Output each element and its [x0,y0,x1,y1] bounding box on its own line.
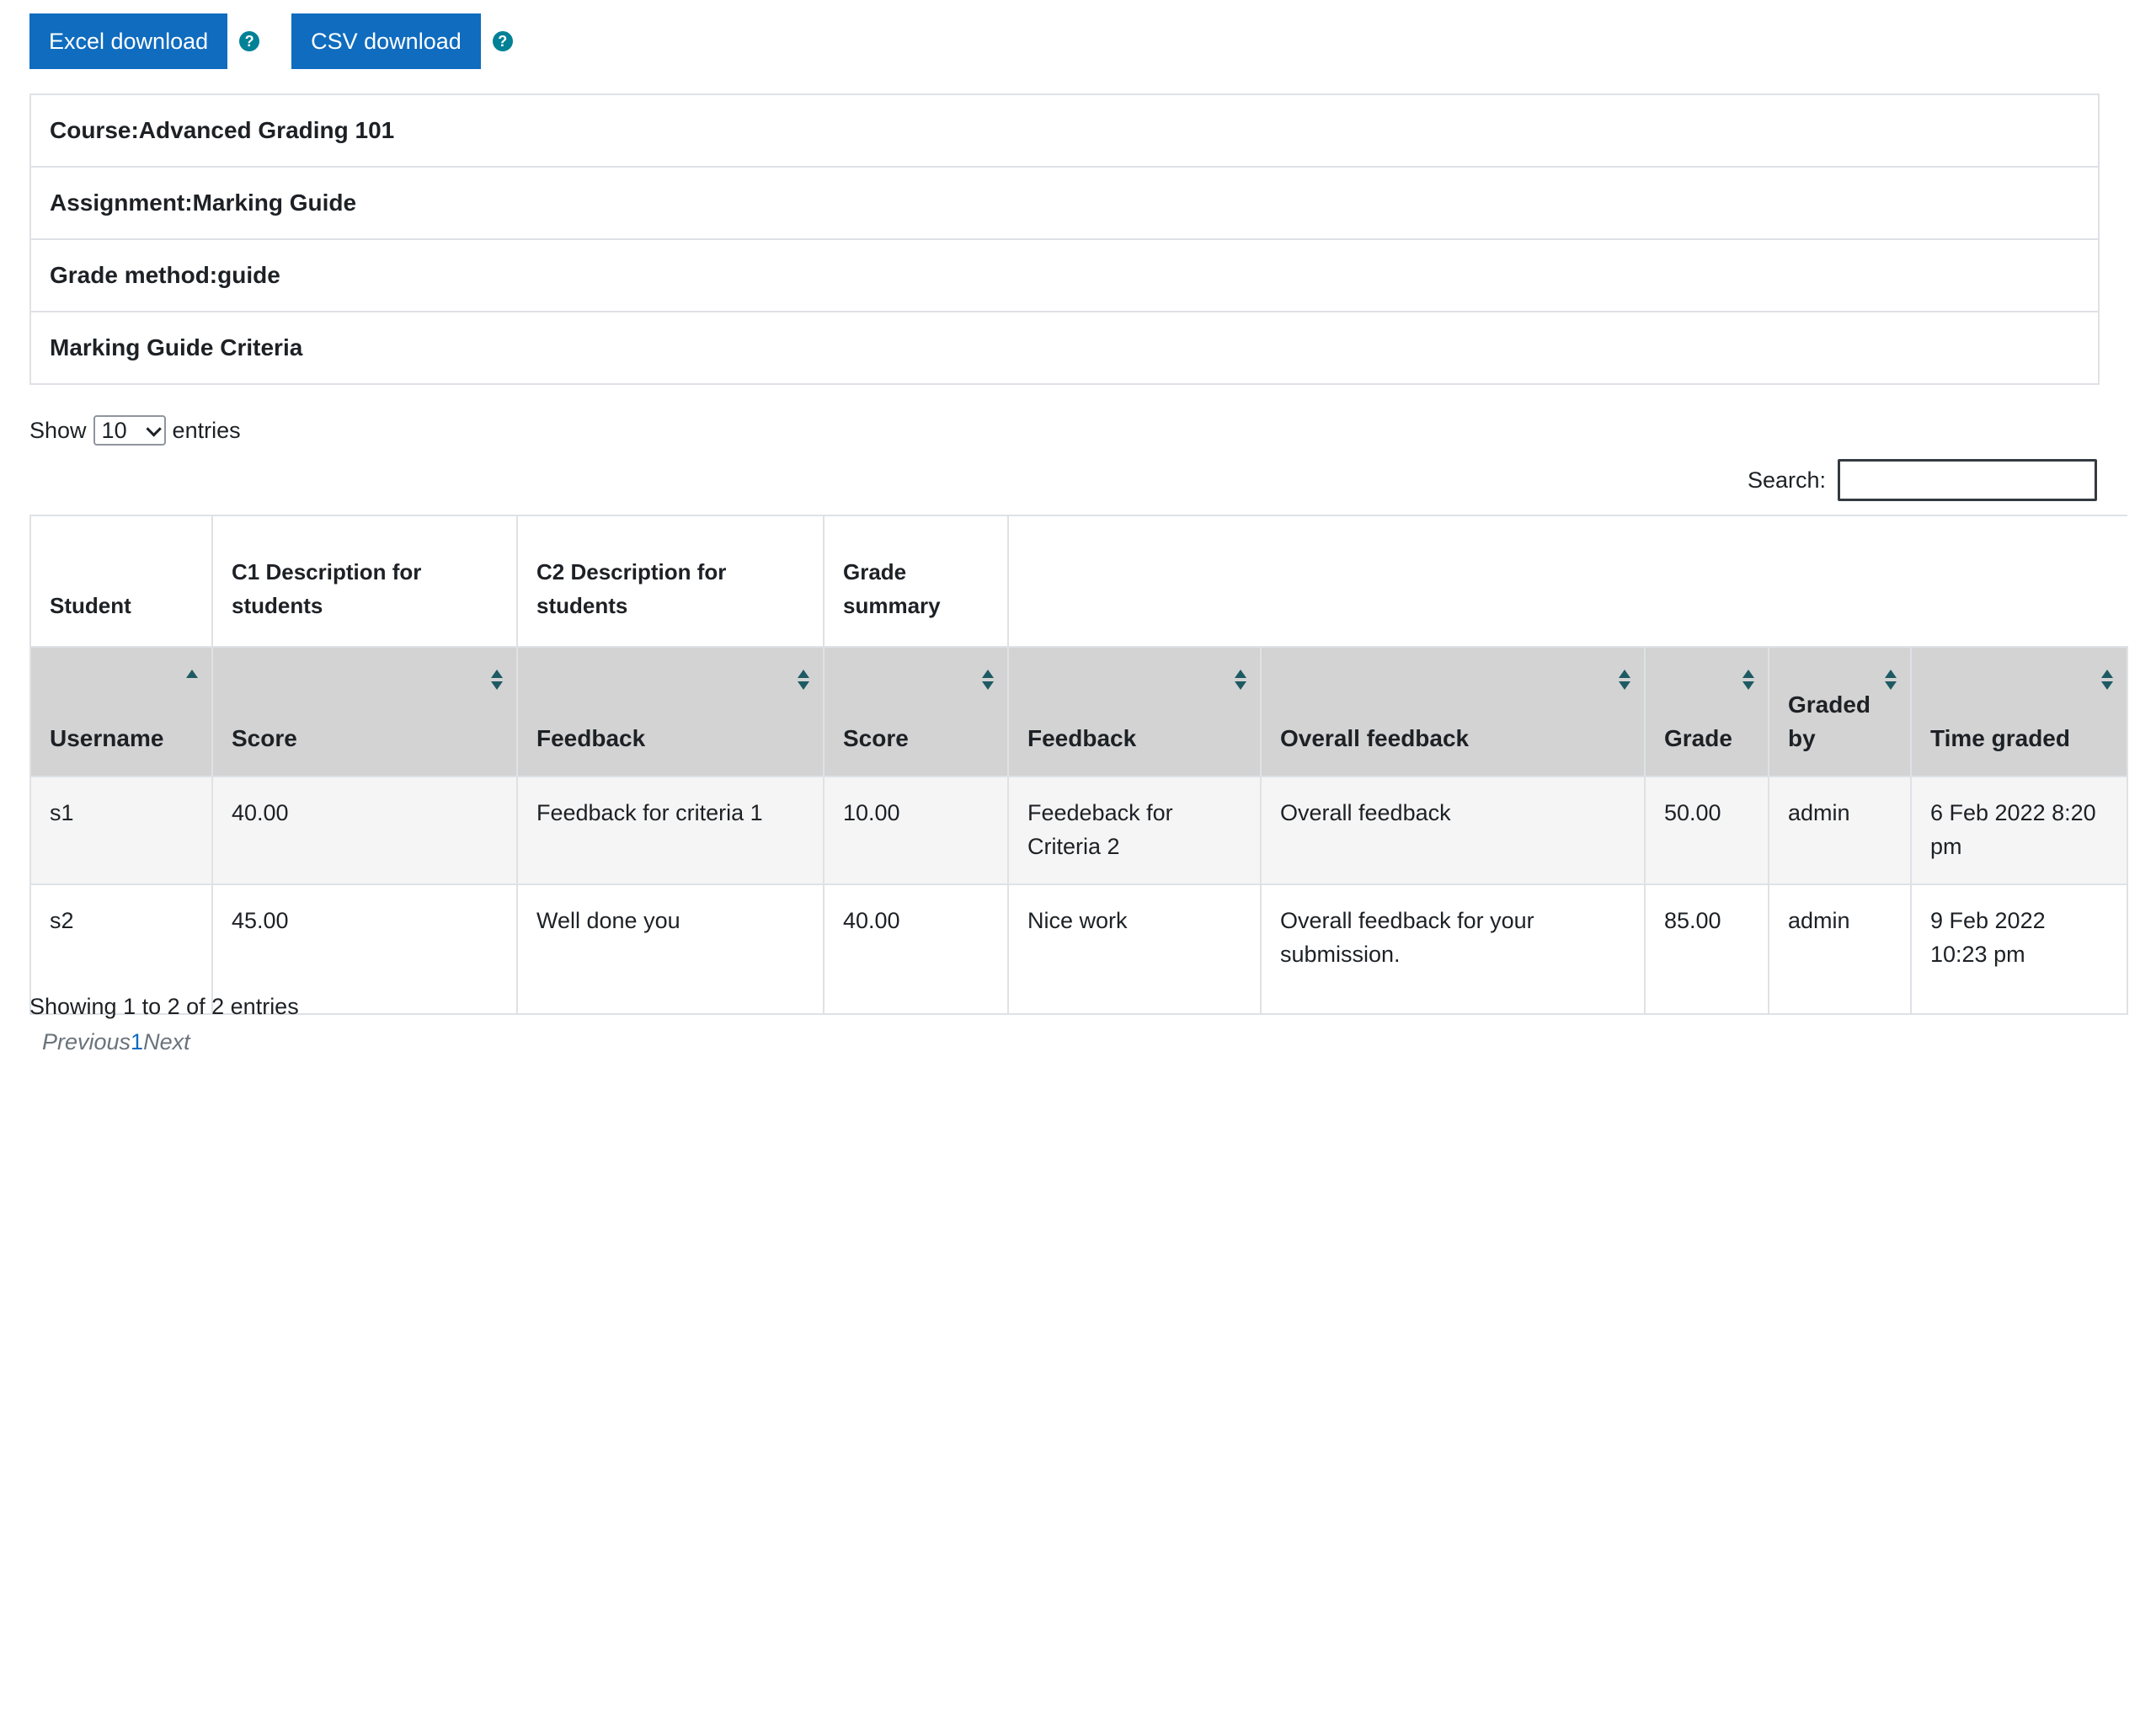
cell-overall-feedback: Overall feedback [1261,777,1645,884]
cell-c1-feedback: Well done you [517,884,824,1014]
excel-help-icon[interactable]: ? [239,31,259,51]
table-row [30,777,2127,884]
chevron-down-icon [146,421,161,436]
search-control [1748,459,2097,501]
pagination [42,1029,190,1055]
group-header-c2: C2 Description for students [517,515,824,647]
cell-c1-feedback: Feedback for criteria 1 [517,777,824,884]
entries-select[interactable] [93,415,166,446]
cell-grade: 85.00 [1645,884,1769,1014]
entries-label: entries [172,417,241,443]
column-header-graded-by[interactable]: Graded by [1769,647,1911,777]
grade-method-label: Grade method:guide [31,238,2098,311]
column-header-c2-feedback[interactable]: Feedback [1008,647,1261,777]
cell-c2-score: 10.00 [824,777,1008,884]
group-header-c1: C1 Description for students [212,515,517,647]
cell-graded-by: admin [1769,777,1911,884]
search-label: Search: [1747,467,1826,493]
excel-download-button[interactable]: Excel download [29,13,227,69]
cell-graded-by: admin [1769,884,1911,1014]
column-header-grade[interactable]: Grade [1645,647,1769,777]
sort-icon [2101,670,2113,691]
course-label: Course:Advanced Grading 101 [50,117,395,143]
csv-help-icon[interactable]: ? [493,31,513,51]
cell-overall-feedback: Overall feedback for your submission. [1261,884,1645,1014]
sort-icon [1885,670,1897,691]
entries-length-control [29,414,241,446]
group-header-grade-summary: Grade summary [824,515,1008,647]
column-header-time-graded[interactable]: Time graded [1911,647,2127,777]
cell-time-graded: 9 Feb 2022 10:23 pm [1911,884,2127,1014]
report-info-box [29,93,2100,385]
sort-icon [491,670,503,691]
column-header-c2-score[interactable]: Score [824,647,1008,777]
sort-icon [1235,670,1246,691]
cell-grade: 50.00 [1645,777,1769,884]
column-header-c1-score[interactable]: Score [212,647,517,777]
cell-c2-feedback: Feedeback for Criteria 2 [1008,777,1261,884]
cell-c1-score: 45.00 [212,884,517,1014]
cell-c2-feedback: Nice work [1008,884,1261,1014]
previous-page-link[interactable]: Previous [42,1029,131,1054]
csv-download-button[interactable]: CSV download [291,13,481,69]
sort-ascending-icon [186,670,198,691]
cell-username: s2 [30,884,212,1014]
assignment-label: Assignment:Marking Guide [31,166,2098,238]
grades-table [29,515,2128,1015]
cell-c1-score: 40.00 [212,777,517,884]
cell-time-graded: 6 Feb 2022 8:20 pm [1911,777,2127,884]
group-header-blank [1008,515,2127,647]
sort-icon [798,670,809,691]
download-toolbar [29,13,545,69]
cell-username: s1 [30,777,212,884]
cell-c2-score: 40.00 [824,884,1008,1014]
sort-icon [1742,670,1754,691]
table-row [30,884,2127,1014]
entries-select-value: 10 [101,417,127,443]
column-header-username[interactable]: Username [30,647,212,777]
show-label: Show [29,417,87,443]
group-header-student: Student [30,515,212,647]
criteria-label: Marking Guide Criteria [31,311,2098,383]
search-input[interactable] [1838,459,2097,501]
page-1-link[interactable]: 1 [131,1029,144,1054]
next-page-link[interactable]: Next [143,1029,190,1054]
sort-icon [982,670,994,691]
column-header-c1-feedback[interactable]: Feedback [517,647,824,777]
column-header-overall-feedback[interactable]: Overall feedback [1261,647,1645,777]
table-info: Showing 1 to 2 of 2 entries [29,994,299,1019]
sort-icon [1619,670,1630,691]
